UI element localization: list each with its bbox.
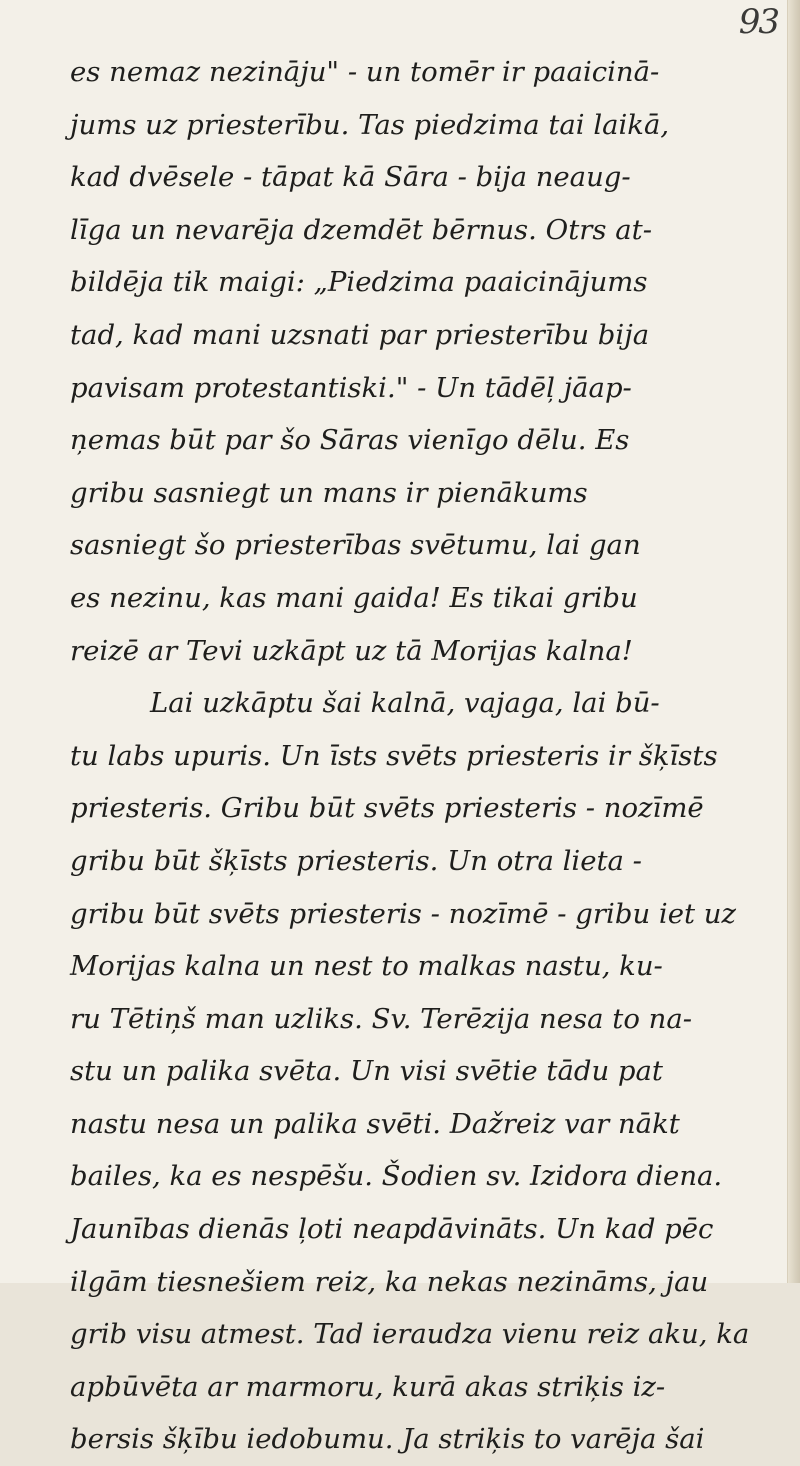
text-line: gribu būt šķīsts priesteris. Un otra lieta -: [70, 844, 642, 877]
text-line: bersis šķību iedobumu. Ja striķis to varēja šai: [70, 1423, 705, 1456]
text-line: tu labs upuris. Un īsts svēts priesteris ir šķīsts: [70, 739, 718, 772]
text-line: bailes, ka es nespēšu. Šodien sv. Izidora diena.: [70, 1160, 723, 1193]
text-line: apbūvēta ar marmoru, kurā akas striķis iz-: [70, 1370, 666, 1403]
text-line: ņemas būt par šo Sāras vienīgo dēlu. Es: [70, 424, 630, 457]
text-line: līga un nevarēja dzemdēt bērnus. Otrs at-: [70, 213, 652, 246]
handwritten-text-block: [70, 46, 775, 1466]
text-line: tad, kad mani uzsnati par priesterību bija: [70, 318, 650, 351]
text-line: es nezinu, kas mani gaida! Es tikai gribu: [70, 581, 638, 614]
text-line: reizē ar Tevi uzkāpt uz tā Morijas kalna!: [70, 634, 633, 667]
text-line: Lai uzkāptu šai kalnā, vajaga, lai bū-: [150, 687, 660, 720]
text-line: stu un palika svēta. Un visi svētie tādu pat: [70, 1055, 663, 1088]
text-line: Morijas kalna un nest to malkas nastu, ku-: [70, 950, 663, 983]
text-line: Jaunības dienās ļoti neapdāvināts. Un kad pēc: [70, 1213, 714, 1246]
text-line: kad dvēsele - tāpat kā Sāra - bija neaug-: [70, 161, 631, 194]
page-number: 93: [738, 2, 778, 42]
text-line: ru Tētiņš man uzliks. Sv. Terēzija nesa to na-: [70, 1002, 693, 1035]
text-line: bildēja tik maigi: „Piedzima paaicinājums: [70, 266, 648, 299]
text-line: gribu sasniegt un mans ir pienākums: [70, 476, 588, 509]
text-line: ilgām tiesnešiem reiz, ka nekas nezināms, jau: [70, 1265, 709, 1298]
text-line: priesteris. Gribu būt svēts priesteris - nozīmē: [70, 792, 704, 825]
text-line: jums uz priesterību. Tas piedzima tai laikā,: [70, 108, 670, 141]
text-line: es nemaz nezināju" - un tomēr ir paaicinā-: [70, 56, 660, 88]
text-line: grib visu atmest. Tad ieraudza vienu reiz aku, ka: [70, 1318, 750, 1351]
text-line: pavisam protestantiski." - Un tādēļ jāap-: [70, 371, 632, 404]
text-line: gribu būt svēts priesteris - nozīmē - gribu iet uz: [70, 897, 736, 930]
text-line: nastu nesa un palika svēti. Dažreiz var nākt: [70, 1107, 680, 1140]
page-edge: [787, 0, 800, 1283]
text-line: sasniegt šo priesterības svētumu, lai gan: [70, 529, 641, 562]
